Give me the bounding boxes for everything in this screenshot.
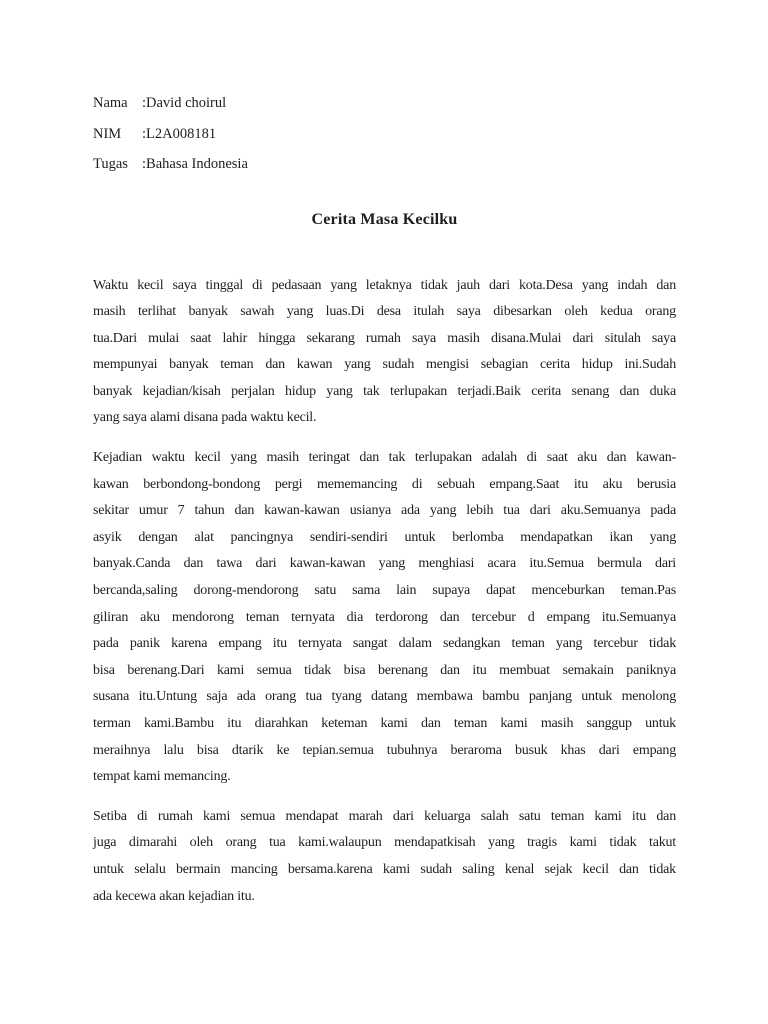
paragraph bbox=[93, 804, 676, 910]
tugas-label: Tugas bbox=[93, 156, 128, 172]
text-line: Kejadian waktu kecil yang masih teringat dan tak terlupakan adalah di saat aku dan kawan- bbox=[93, 450, 676, 466]
text-line: Waktu kecil saya tinggal di pedasaan yang letaknya tidak jauh dari kota.Desa yang indah dan bbox=[93, 277, 676, 293]
text-line: giliran aku mendorong teman ternyata dia terdorong dan tercebur d empang itu.Semuanya bbox=[93, 609, 676, 625]
text-line: terman kami.Bambu itu diarahkan keteman kami dan teman kami masih sanggup untuk bbox=[93, 716, 676, 731]
text-line: meraihnya lalu bisa dtarik ke tepian.semua tubuhnya beraroma busuk khas dari empang bbox=[93, 742, 676, 758]
text-line: pada panik karena empang itu ternyata sangat dalam sedangkan teman yang tercebur tidak bbox=[93, 636, 676, 652]
text-line: banyak kejadian/kisah perjalan hidup yang tak terlupakan terjadi.Baik cerita senang dan duka bbox=[93, 383, 676, 399]
text-line: yang saya alami disana pada waktu kecil. bbox=[93, 410, 317, 426]
nim-row bbox=[93, 119, 676, 150]
text-line: masih terlihat banyak sawah yang luas.Di desa itulah saya dibesarkan oleh kedua orang bbox=[93, 304, 676, 320]
student-info-block bbox=[93, 88, 676, 180]
text-line: juga dimarahi oleh orang tua kami.walaupun mendapatkisah yang tragis kami tidak takut bbox=[93, 835, 676, 851]
text-line: sekitar umur 7 tahun dan kawan-kawan usianya ada yang lebih tua dari aku.Semuanya pada bbox=[93, 503, 676, 519]
text-line: susana itu.Untung saja ada orang tua tyang datang membawa bambu panjang untuk menolong bbox=[93, 689, 676, 705]
nim-label: NIM bbox=[93, 125, 122, 142]
name-value: :David choirul bbox=[142, 95, 227, 111]
text-line: asyik dengan alat pancingnya sendiri-sendiri untuk berlomba mendapatkan ikan yang bbox=[93, 529, 676, 545]
text-line: banyak.Canda dan tawa dari kawan-kawan yang menghiasi acara itu.Semua bermula dari bbox=[93, 556, 676, 572]
document-body bbox=[93, 273, 676, 911]
tugas-value: :Bahasa Indonesia bbox=[142, 156, 248, 172]
name-label: Nama bbox=[93, 95, 128, 111]
name-row bbox=[93, 88, 676, 119]
text-line: mempunyai banyak teman dan kawan yang sudah mengisi sebagian cerita hidup ini.Sudah bbox=[93, 357, 676, 373]
paragraph bbox=[93, 445, 676, 791]
text-line: bercanda,saling dorong-mendorong satu sama lain supaya dapat menceburkan teman.Pas bbox=[93, 583, 676, 599]
nim-value: :L2A008181 bbox=[142, 125, 217, 142]
text-line: Setiba di rumah kami semua mendapat marah dari keluarga salah satu teman kami itu dan bbox=[93, 808, 676, 824]
tugas-row bbox=[93, 149, 676, 180]
document-title: Cerita Masa Kecilku bbox=[311, 210, 458, 228]
text-line: untuk selalu bermain mancing bersama.karena kami sudah saling kenal sejak kecil dan tidak bbox=[93, 861, 676, 877]
text-line: tua.Dari mulai saat lahir hingga sekarang rumah saya masih disana.Mulai dari situlah saya bbox=[93, 330, 676, 346]
text-line: bisa berenang.Dari kami semua tidak bisa berenang dan itu membuat semakain paniknya bbox=[93, 662, 676, 678]
text-line: kawan berbondong-bondong pergi mememancing di sebuah empang.Saat itu aku berusia bbox=[93, 476, 676, 492]
paragraph bbox=[93, 273, 676, 433]
text-line: ada kecewa akan kejadian itu. bbox=[93, 888, 255, 904]
text-line: tempat kami memancing. bbox=[93, 769, 231, 785]
